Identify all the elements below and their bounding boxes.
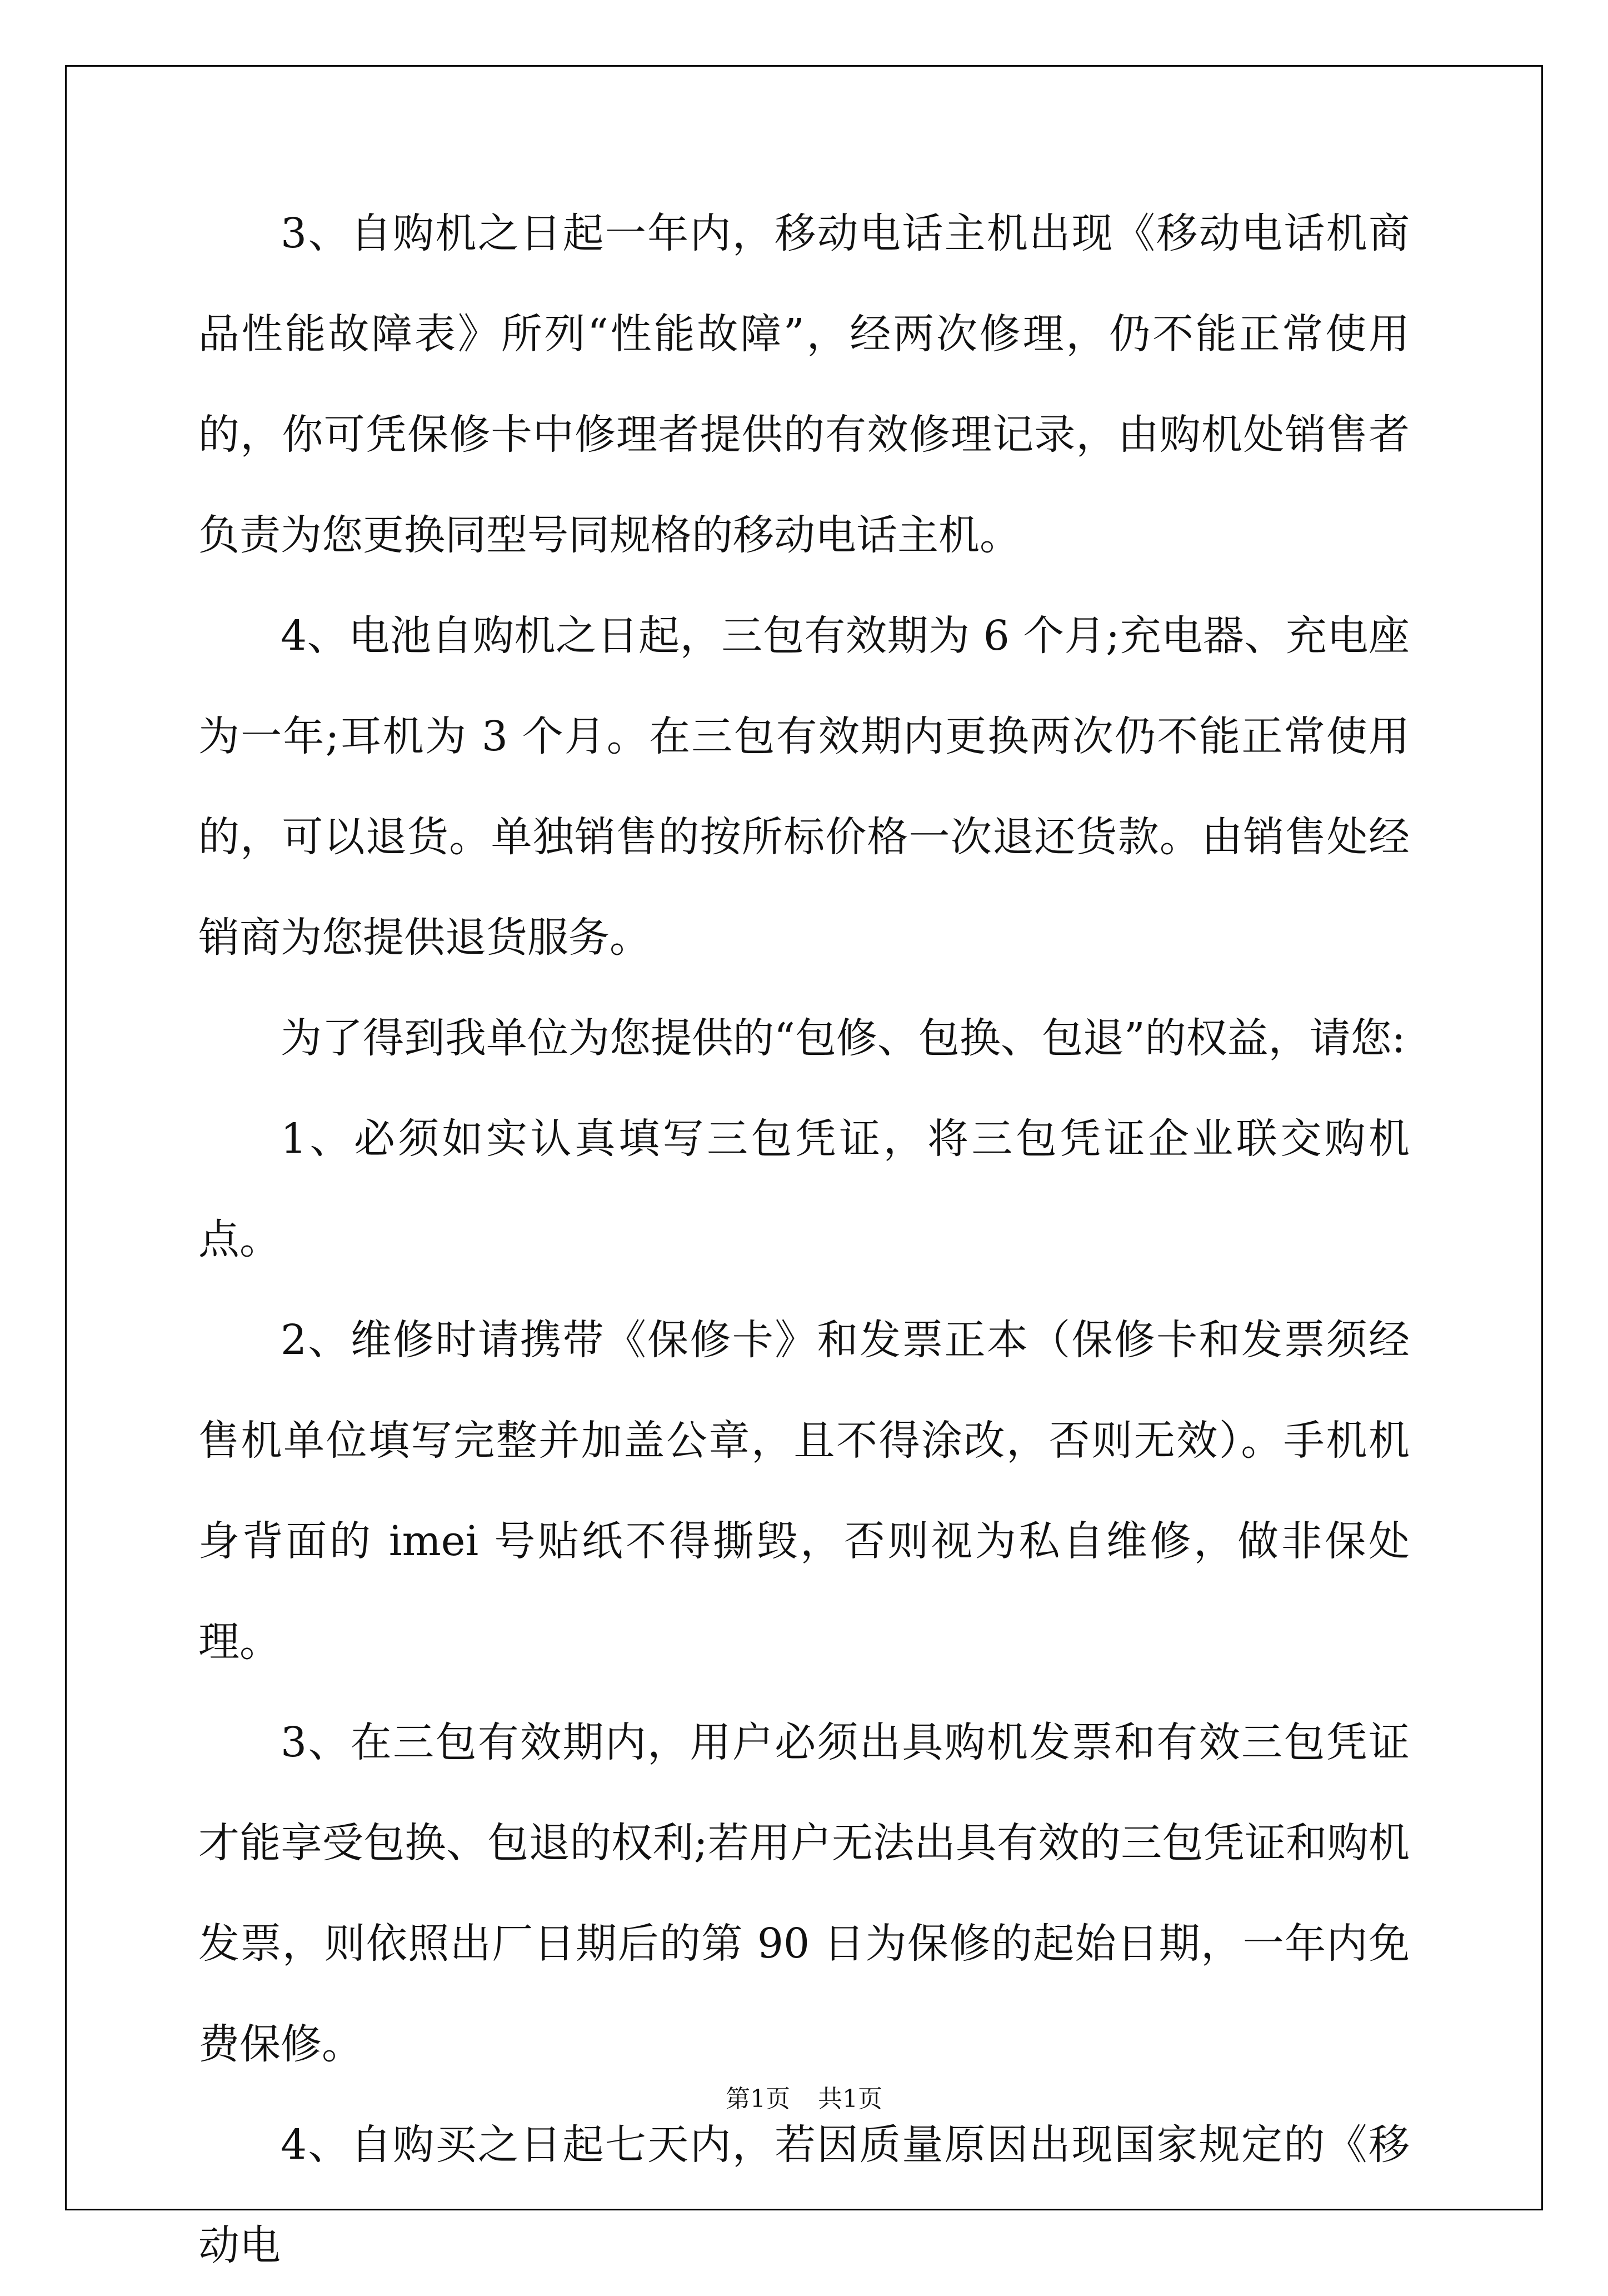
page-footer <box>0 2079 1608 2114</box>
paragraph-fill-voucher: 1、必须如实认真填写三包凭证，将三包凭证企业联交购机点。 <box>198 1115 1410 1263</box>
document-body <box>198 183 1410 2296</box>
paragraph-warranty-replacement: 3、自购机之日起一年内，移动电话主机出现《移动电话机商品性能故障表》所列“性能故障”，经两次修理，仍不能正常使用的，你可凭保修卡中修理者提供的有效修理记录，由购机处销售者负责为您更换同型号同规格的移动电话主机。 <box>198 210 1410 559</box>
paragraph-battery-warranty: 4、电池自购机之日起，三包有效期为 6 个月;充电器、充电座为一年;耳机为 3 个月。在三包有效期内更换两次仍不能正常使用的，可以退货。单独销售的按所标价格一次退还货款。由销售处经销商为您提供退货服务。 <box>198 612 1410 962</box>
page-number: 第1页 <box>726 2085 790 2113</box>
paragraph-invoice-requirement: 3、在三包有效期内，用户必须出具购机发票和有效三包凭证才能享受包换、包退的权利;若用户无法出具有效的三包凭证和购机发票，则依照出厂日期后的第 90 日为保修的起始日期，一年内免费保修。 <box>198 1719 1410 2068</box>
paragraph-repair-documents: 2、维修时请携带《保修卡》和发票正本（保修卡和发票须经售机单位填写完整并加盖公章，且不得涂改，否则无效）。手机机身背面的 imei 号贴纸不得撕毁，否则视为私自维修，做非保处理。 <box>198 1316 1410 1666</box>
paragraph-seven-day-return: 4、自购买之日起七天内，若因质量原因出现国家规定的《移动电 <box>198 2121 1410 2269</box>
paragraph-rights-intro: 为了得到我单位为您提供的“包修、包换、包退”的权益，请您: <box>281 1014 1406 1062</box>
page-total: 共1页 <box>818 2085 882 2113</box>
